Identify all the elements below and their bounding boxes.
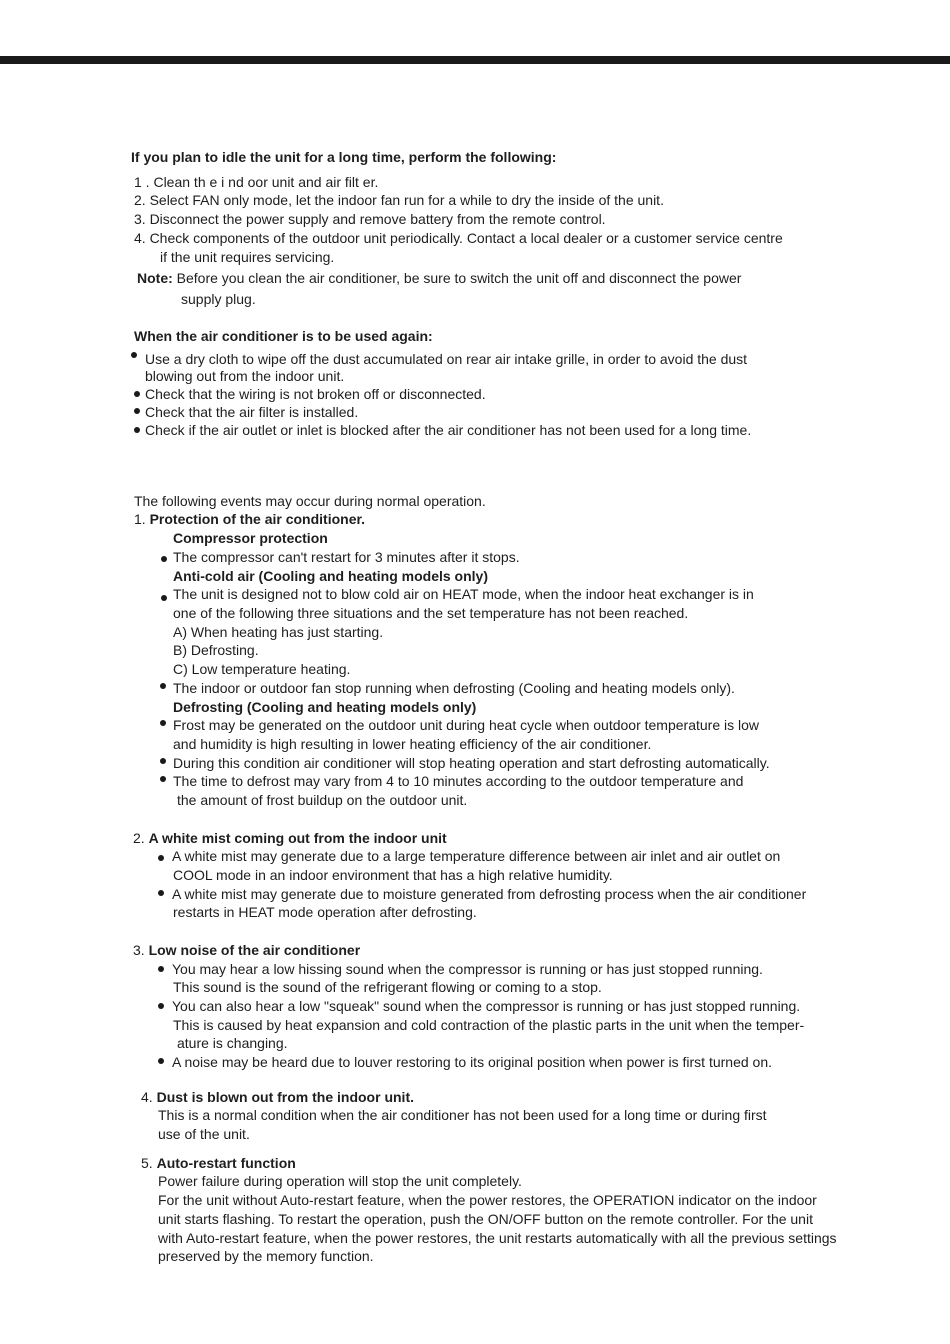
again-bullet-3: Check that the air filter is installed. xyxy=(145,404,359,420)
bullet-icon xyxy=(160,758,166,764)
idle-item-3: 3. Disconnect the power supply and remove battery from the remote control. xyxy=(134,211,606,227)
again-bullet-1-cont: blowing out from the indoor unit. xyxy=(145,368,345,384)
restart-line-5: preserved by the memory function. xyxy=(158,1248,374,1264)
bullet-icon xyxy=(134,427,140,433)
event-3-title xyxy=(133,941,360,959)
anticold-bullet-2: The indoor or outdoor fan stop running when defrosting (Cooling and heating models only). xyxy=(173,680,735,696)
top-rule xyxy=(0,56,950,64)
noise-bullet-3: A noise may be heard due to louver restoring to its original position when power is first turned on. xyxy=(172,1054,772,1070)
restart-line-4: with Auto-restart feature, when the power restores, the unit restarts automatically with all the previous settings xyxy=(158,1230,837,1246)
bullet-icon xyxy=(134,391,140,397)
noise-bullet-2-cont2: ature is changing. xyxy=(177,1035,288,1051)
idle-note xyxy=(137,269,741,287)
idle-item-4-cont: if the unit requires servicing. xyxy=(160,249,335,265)
restart-line-1: Power failure during operation will stop the unit completely. xyxy=(158,1173,522,1189)
mist-bullet-1-cont: COOL mode in an indoor environment that has a high relative humidity. xyxy=(173,867,613,883)
bullet-icon xyxy=(161,556,167,562)
mist-bullet-2-cont: restarts in HEAT mode operation after defrosting. xyxy=(173,904,477,920)
defrost-heading: Defrosting (Cooling and heating models only) xyxy=(173,699,477,715)
events-intro: The following events may occur during normal operation. xyxy=(134,493,486,509)
idle-item-1: 1 . Clean th e i nd oor unit and air filt er. xyxy=(134,174,379,190)
noise-bullet-1-cont: This sound is the sound of the refrigerant flowing or coming to a stop. xyxy=(173,979,602,995)
anticold-bullet-1: The unit is designed not to blow cold air on HEAT mode, when the indoor heat exchanger is in xyxy=(173,586,754,602)
again-bullet-2: Check that the wiring is not broken off or disconnected. xyxy=(145,386,486,402)
noise-bullet-1: You may hear a low hissing sound when the compressor is running or has just stopped running. xyxy=(172,961,763,977)
anticold-bullet-1-cont: one of the following three situations and the set temperature has not been reached. xyxy=(173,605,689,621)
defrost-bullet-3: The time to defrost may vary from 4 to 10 minutes according to the outdoor temperature and xyxy=(173,773,744,789)
anticold-heading: Anti-cold air (Cooling and heating models only) xyxy=(173,568,488,584)
event-title-text: Auto-restart function xyxy=(156,1155,296,1171)
idle-heading: If you plan to idle the unit for a long time, perform the following: xyxy=(131,149,557,165)
idle-item-2: 2. Select FAN only mode, let the indoor fan run for a while to dry the inside of the unit. xyxy=(134,192,664,208)
anticold-option-a: A) When heating has just starting. xyxy=(173,624,384,640)
idle-note-cont: supply plug. xyxy=(181,291,256,307)
mist-bullet-2: A white mist may generate due to moisture generated from defrosting process when the air conditioner xyxy=(172,886,807,902)
restart-line-2: For the unit without Auto-restart feature, when the power restores, the OPERATION indicator on the indoor xyxy=(158,1192,817,1208)
event-title-text: Protection of the air conditioner. xyxy=(149,511,366,527)
event-number: 4. xyxy=(141,1089,157,1105)
bullet-icon xyxy=(160,683,166,689)
anticold-option-b: B) Defrosting. xyxy=(173,642,259,658)
noise-bullet-2-cont: This is caused by heat expansion and cold contraction of the plastic parts in the unit when the temper- xyxy=(173,1017,805,1033)
event-5-title xyxy=(141,1154,296,1172)
again-heading: When the air conditioner is to be used again: xyxy=(134,328,433,344)
event-number: 5. xyxy=(141,1155,157,1171)
event-1-title xyxy=(134,510,365,528)
again-bullet-4: Check if the air outlet or inlet is blocked after the air conditioner has not been used for a long time. xyxy=(145,422,752,438)
anticold-option-c: C) Low temperature heating. xyxy=(173,661,351,677)
noise-bullet-2: You can also hear a low "squeak" sound when the compressor is running or has just stopped running. xyxy=(172,998,801,1014)
bullet-icon xyxy=(134,408,140,414)
event-title-text: Dust is blown out from the indoor unit. xyxy=(156,1089,414,1105)
event-title-text: A white mist coming out from the indoor unit xyxy=(148,830,447,846)
bullet-icon xyxy=(158,1003,164,1009)
event-title-text: Low noise of the air conditioner xyxy=(148,942,361,958)
note-label: Note: xyxy=(137,270,173,286)
event-number: 2. xyxy=(133,830,149,846)
bullet-icon xyxy=(161,595,167,601)
event-number: 3. xyxy=(133,942,149,958)
bullet-icon xyxy=(158,966,164,972)
defrost-bullet-1-cont: and humidity is high resulting in lower heating efficiency of the air conditioner. xyxy=(173,736,652,752)
defrost-bullet-3-cont: the amount of frost buildup on the outdoor unit. xyxy=(177,792,468,808)
bullet-icon xyxy=(158,855,164,861)
mist-bullet-1: A white mist may generate due to a large temperature difference between air inlet and air outlet on xyxy=(172,848,781,864)
compressor-heading: Compressor protection xyxy=(173,530,328,546)
bullet-icon xyxy=(160,776,166,782)
defrost-bullet-2: During this condition air conditioner will stop heating operation and start defrosting automatically. xyxy=(173,755,770,771)
bullet-icon xyxy=(158,890,164,896)
bullet-icon xyxy=(158,1058,164,1064)
defrost-bullet-1: Frost may be generated on the outdoor unit during heat cycle when outdoor temperature is low xyxy=(173,717,760,733)
dust-line-2: use of the unit. xyxy=(158,1126,250,1142)
bullet-icon xyxy=(160,720,166,726)
compressor-bullet-1: The compressor can't restart for 3 minutes after it stops. xyxy=(173,549,520,565)
event-number: 1. xyxy=(134,511,150,527)
note-text: Before you clean the air conditioner, be sure to switch the unit off and disconnect the power xyxy=(172,270,742,286)
dust-line-1: This is a normal condition when the air conditioner has not been used for a long time or during first xyxy=(158,1107,767,1123)
event-4-title xyxy=(141,1088,414,1106)
event-2-title xyxy=(133,829,447,847)
restart-line-3: unit starts flashing. To restart the operation, push the ON/OFF button on the remote controller. For the unit xyxy=(158,1211,813,1227)
idle-item-4: 4. Check components of the outdoor unit periodically. Contact a local dealer or a customer service centre xyxy=(134,230,783,246)
bullet-icon xyxy=(131,352,137,358)
again-bullet-1: Use a dry cloth to wipe off the dust accumulated on rear air intake grille, in order to avoid the dust xyxy=(145,351,748,367)
